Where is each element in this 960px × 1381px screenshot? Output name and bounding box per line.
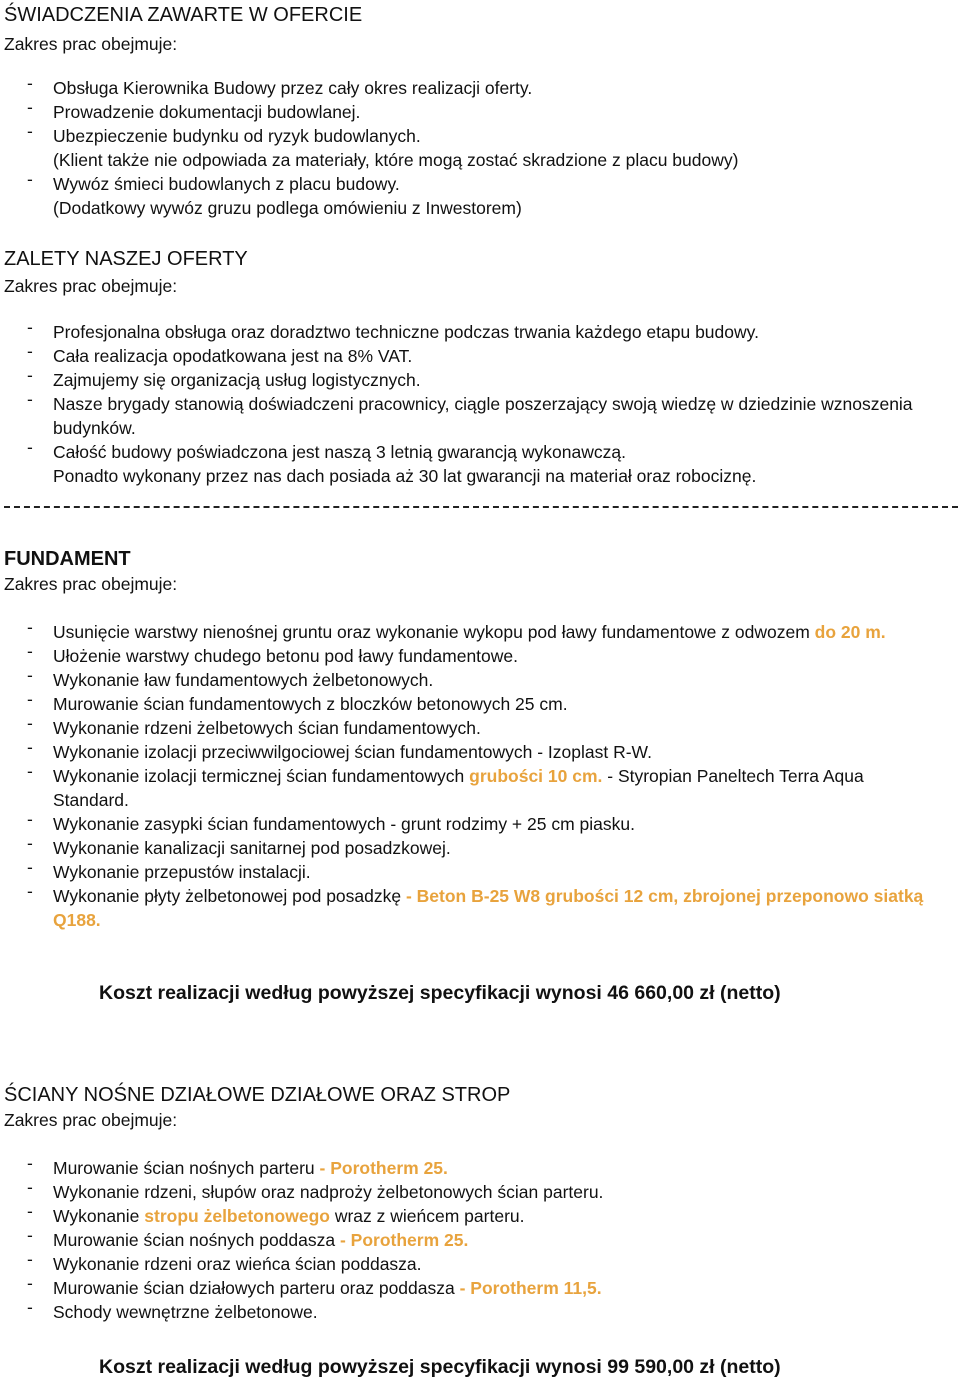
list-item [0,1297,935,1324]
bullet-dash: - [27,617,33,637]
item-text: Ułożenie warstwy chudego betonu pod ławy fundamentowe. [53,646,519,666]
bullet-dash: - [27,809,33,829]
bullet-dash: - [27,1153,33,1173]
list-item [0,365,935,392]
list-item [0,169,935,196]
item-text: Wykonanie płyty żelbetonowej pod posadzkę [53,886,406,906]
item-text: Wykonanie rdzeni, słupów oraz nadproży żelbetonowych ścian parteru. [53,1182,604,1202]
item-text: Nasze brygady stanowią doświadczeni pracownicy, ciągle poszerzający swoją wiedzę w dziedzinie wznoszenia budynków. [53,394,913,438]
list-item [0,1249,935,1276]
list-item [0,713,935,740]
list-item [0,1201,935,1228]
list-item [0,761,935,812]
bullet-dash: - [27,97,33,117]
bullet-dash: - [27,857,33,877]
scope-label: Zakres prac obejmuje: [4,1110,178,1130]
item-text: Murowanie ścian fundamentowych z bloczków betonowych 25 cm. [53,694,568,714]
item-highlight: - Porotherm 25. [319,1158,448,1178]
walls-list [0,1153,935,1324]
list-item [0,833,935,860]
list-item [0,437,935,464]
item-text-after: - Styropian Paneltech Terra Aqua Standard. [53,766,864,810]
bullet-dash: - [27,317,33,337]
list-item [0,317,935,344]
bullet-dash: - [27,737,33,757]
item-note: (Klient także nie odpowiada za materiały, które mogą zostać skradzione z placu budowy) [53,150,739,170]
item-text: Wykonanie izolacji przeciwwilgociowej ścian fundamentowych - Izoplast R-W. [53,742,652,762]
dashed-divider [4,506,958,508]
item-text: Wykonanie rdzeni oraz wieńca ścian poddasza. [53,1254,422,1274]
scope-label: Zakres prac obejmuje: [4,34,178,54]
bullet-dash: - [27,365,33,385]
item-text: Profesjonalna obsługa oraz doradztwo techniczne podczas trwania każdego etapu budowy. [53,322,759,342]
section-title-advantages: ZALETY NASZEJ OFERTY [4,248,248,270]
item-text: Wykonanie zasypki ścian fundamentowych - grunt rodzimy + 25 cm piasku. [53,814,635,834]
item-text-after: wraz z wieńcem parteru. [329,1206,525,1226]
foundation-cost: Koszt realizacji według powyższej specyfikacji wynosi 46 660,00 zł (netto) [99,982,781,1004]
item-text: Obsługa Kierownika Budowy przez cały okres realizacji oferty. [53,78,533,98]
list-item [0,73,935,100]
list-item [0,121,935,148]
item-highlight: stropu żelbetonowego [144,1206,330,1226]
walls-cost: Koszt realizacji według powyższej specyfikacji wynosi 99 590,00 zł (netto) [99,1356,781,1378]
item-text: Całość budowy poświadczona jest naszą 3 letnią gwarancją wykonawczą. [53,442,626,462]
scope-label: Zakres prac obejmuje: [4,276,178,296]
item-note: (Dodatkowy wywóz gruzu podlega omówieniu z Inwestorem) [53,198,522,218]
item-text: Wykonanie kanalizacji sanitarnej pod posadzkowej. [53,838,451,858]
item-highlight: - Porotherm 25. [339,1230,469,1250]
item-note: Ponadto wykonany przez nas dach posiada aż 30 lat gwarancji na materiał oraz robociznę. [53,466,757,486]
list-item [0,617,935,644]
advantages-list [0,317,935,488]
item-text: Cała realizacja opodatkowana jest na 8% VAT. [53,346,413,366]
list-item [0,97,935,124]
section-title-walls: ŚCIANY NOŚNE DZIAŁOWE DZIAŁOWE ORAZ STROP [4,1084,511,1106]
item-highlight: do 20 m. [814,622,886,642]
bullet-dash: - [27,1273,33,1293]
bullet-dash: - [27,73,33,93]
bullet-dash: - [27,665,33,685]
bullet-dash: - [27,689,33,709]
bullet-dash: - [27,1249,33,1269]
item-text: Prowadzenie dokumentacji budowlanej. [53,102,361,122]
item-text: Wykonanie [53,1206,145,1226]
bullet-dash: - [27,169,33,189]
bullet-dash: - [27,641,33,661]
list-item [0,1153,935,1180]
bullet-dash: - [27,713,33,733]
bullet-dash: - [27,1225,33,1245]
item-text: Schody wewnętrzne żelbetonowe. [53,1302,318,1322]
item-text: Ubezpieczenie budynku od ryzyk budowlanych. [53,126,421,146]
bullet-dash: - [27,1201,33,1221]
scope-label: Zakres prac obejmuje: [4,574,178,594]
list-item [0,389,935,440]
bullet-dash: - [27,341,33,361]
item-text: Wykonanie przepustów instalacji. [53,862,311,882]
bullet-dash: - [27,389,33,409]
item-text: Wykonanie ław fundamentowych żelbetonowych. [53,670,434,690]
item-highlight: - Porotherm 11,5. [459,1278,602,1298]
list-item [0,464,935,488]
item-text: Murowanie ścian nośnych parteru [53,1158,320,1178]
item-text: Wykonanie rdzeni żelbetowych ścian fundamentowych. [53,718,481,738]
section-title-benefits: ŚWIADCZENIA ZAWARTE W OFERCIE [4,4,363,26]
item-text: Usunięcie warstwy nienośnej gruntu oraz wykonanie wykopu pod ławy fundamentowe z odwozem [53,622,815,642]
item-highlight: - Beton B-25 W8 grubości 12 cm, zbrojonej przeponowo siatką Q188. [53,886,924,930]
list-item [0,641,935,668]
item-text: Wywóz śmieci budowlanych z placu budowy. [53,174,400,194]
bullet-dash: - [27,121,33,141]
item-text: Murowanie ścian działowych parteru oraz poddasza [53,1278,460,1298]
list-item [0,689,935,716]
bullet-dash: - [27,1297,33,1317]
bullet-dash: - [27,437,33,457]
list-item [0,196,935,220]
foundation-list [0,617,935,932]
item-text: Zajmujemy się organizacją usług logistycznych. [53,370,421,390]
list-item [0,341,935,368]
section-title-foundation: FUNDAMENT [4,548,131,570]
list-item [0,665,935,692]
list-item [0,1273,935,1300]
item-highlight: grubości 10 cm. [469,766,603,786]
item-text: Murowanie ścian nośnych poddasza [53,1230,340,1250]
bullet-dash: - [27,881,33,901]
list-item [0,1225,935,1252]
list-item [0,737,935,764]
item-text: Wykonanie izolacji termicznej ścian fundamentowych [53,766,470,786]
list-item [0,1177,935,1204]
list-item [0,857,935,884]
list-item [0,809,935,836]
bullet-dash: - [27,1177,33,1197]
bullet-dash: - [27,761,33,781]
list-item [0,881,935,932]
benefits-list [0,73,935,220]
list-item [0,148,935,172]
bullet-dash: - [27,833,33,853]
